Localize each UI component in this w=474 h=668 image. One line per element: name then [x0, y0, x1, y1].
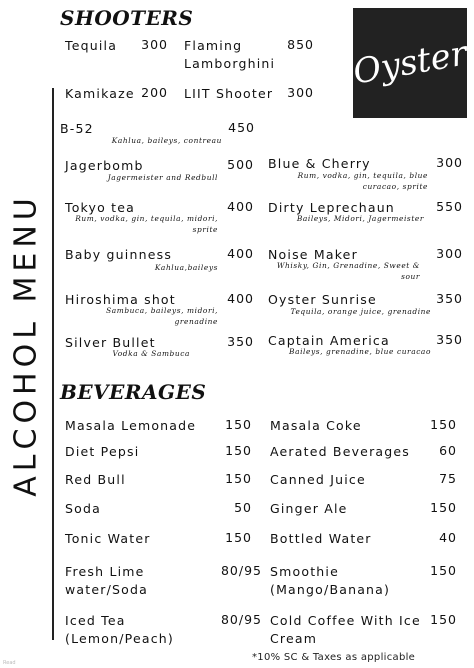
beverages-heading: BEVERAGES — [60, 380, 207, 404]
shooter-description: Baileys, Midori, Jagermeister — [296, 214, 424, 223]
shooter-name: Dirty Leprechaun — [268, 200, 395, 215]
shooter-price: 350 — [436, 291, 463, 306]
shooter-description: Whisky, Gin, Grenadine, Sweet & sour — [276, 261, 420, 281]
shooter-price: 300 — [436, 155, 463, 170]
beverage-price: 80/95 — [220, 563, 262, 578]
beverage-name: Masala Coke — [270, 418, 362, 433]
beverage-name: Red Bull — [65, 472, 126, 487]
beverage-name: Aerated Beverages — [270, 444, 411, 459]
beverage-name: Tonic Water — [65, 531, 151, 546]
shooter-price: 400 — [227, 246, 254, 261]
shooter-name: Kamikaze — [65, 86, 135, 101]
beverage-name: Fresh Lime water/Soda — [65, 564, 149, 597]
shooter-name: Noise Maker — [268, 247, 358, 262]
shooter-name: Blue & Cherry — [268, 156, 371, 171]
shooter-name: Captain America — [268, 333, 390, 348]
shooter-price: 450 — [228, 120, 255, 135]
shooters-heading: SHOOTERS — [60, 6, 194, 30]
shooter-price: 350 — [227, 334, 254, 349]
shooter-description: Rum, vodka, gin, tequila, midori, sprite — [75, 214, 218, 234]
side-title: ALCOHOL MENU — [8, 193, 44, 497]
shooter-description: Sambuca, baileys, midori, grenadine — [106, 306, 218, 326]
beverage-name: Bottled Water — [270, 531, 372, 546]
beverage-name: Soda — [65, 501, 101, 516]
shooter-price: 400 — [227, 199, 254, 214]
corner-watermark: Read — [3, 660, 16, 666]
beverage-price: 150 — [430, 417, 457, 432]
shooter-description: Rum, vodka, gin, tequila, blue curacao, sprite — [297, 171, 428, 191]
vertical-divider — [52, 88, 54, 640]
shooter-price: 300 — [287, 85, 314, 100]
beverage-price: 150 — [225, 471, 252, 486]
beverage-price: 150 — [430, 612, 457, 627]
shooter-name: B-52 — [60, 121, 94, 136]
shooter-description: Vodka & Sambuca — [112, 349, 190, 358]
beverage-price: 40 — [439, 530, 457, 545]
beverage-name: Ginger Ale — [270, 501, 348, 516]
shooter-name: Hiroshima shot — [65, 292, 176, 307]
shooter-price: 550 — [436, 199, 463, 214]
shooter-price: 300 — [436, 246, 463, 261]
shooter-name: LIIT Shooter — [184, 86, 274, 101]
shooter-description: Kahlua, baileys, contreau — [111, 136, 222, 145]
shooter-name: Tokyo tea — [65, 200, 136, 215]
shooter-name: Silver Bullet — [65, 335, 156, 350]
shooter-description: Baileys, grenadine, blue curacao — [289, 347, 431, 356]
shooter-description: Kahlua,baileys — [154, 263, 218, 272]
beverage-name: Iced Tea (Lemon/Peach) — [65, 613, 174, 646]
shooter-price: 500 — [227, 157, 254, 172]
shooter-name: Jagerbomb — [65, 158, 144, 173]
beverage-price: 150 — [225, 417, 252, 432]
tax-footnote: *10% SC & Taxes as applicable — [252, 652, 416, 663]
shooter-name: Oyster Sunrise — [268, 292, 377, 307]
beverage-name: Canned Juice — [270, 472, 366, 487]
beverage-name: Smoothie (Mango/Banana) — [270, 564, 391, 597]
shooter-price: 200 — [141, 85, 168, 100]
brand-logo-text: Oyster — [350, 33, 470, 93]
shooter-name: Flaming Lamborghini — [184, 38, 276, 71]
shooter-description: Tequila, orange juice, grenadine — [290, 307, 431, 316]
beverage-price: 80/95 — [220, 612, 262, 627]
beverage-price: 60 — [439, 443, 457, 458]
shooter-description: Jagermeister and Redbull — [107, 173, 218, 182]
beverage-price: 150 — [225, 530, 252, 545]
beverage-price: 150 — [430, 563, 457, 578]
beverage-name: Cold Coffee With Ice Cream — [270, 613, 421, 646]
shooter-price: 300 — [141, 37, 168, 52]
beverage-price: 150 — [225, 443, 252, 458]
shooter-price: 400 — [227, 291, 254, 306]
beverage-name: Masala Lemonade — [65, 418, 197, 433]
brand-logo — [350, 8, 470, 118]
beverage-price: 50 — [234, 500, 252, 515]
beverage-name: Diet Pepsi — [65, 444, 140, 459]
shooter-price: 850 — [287, 37, 314, 52]
beverage-price: 150 — [430, 500, 457, 515]
shooter-name: Baby guinness — [65, 247, 173, 262]
beverage-price: 75 — [439, 471, 457, 486]
shooter-name: Tequila — [65, 38, 118, 53]
shooter-price: 350 — [436, 332, 463, 347]
